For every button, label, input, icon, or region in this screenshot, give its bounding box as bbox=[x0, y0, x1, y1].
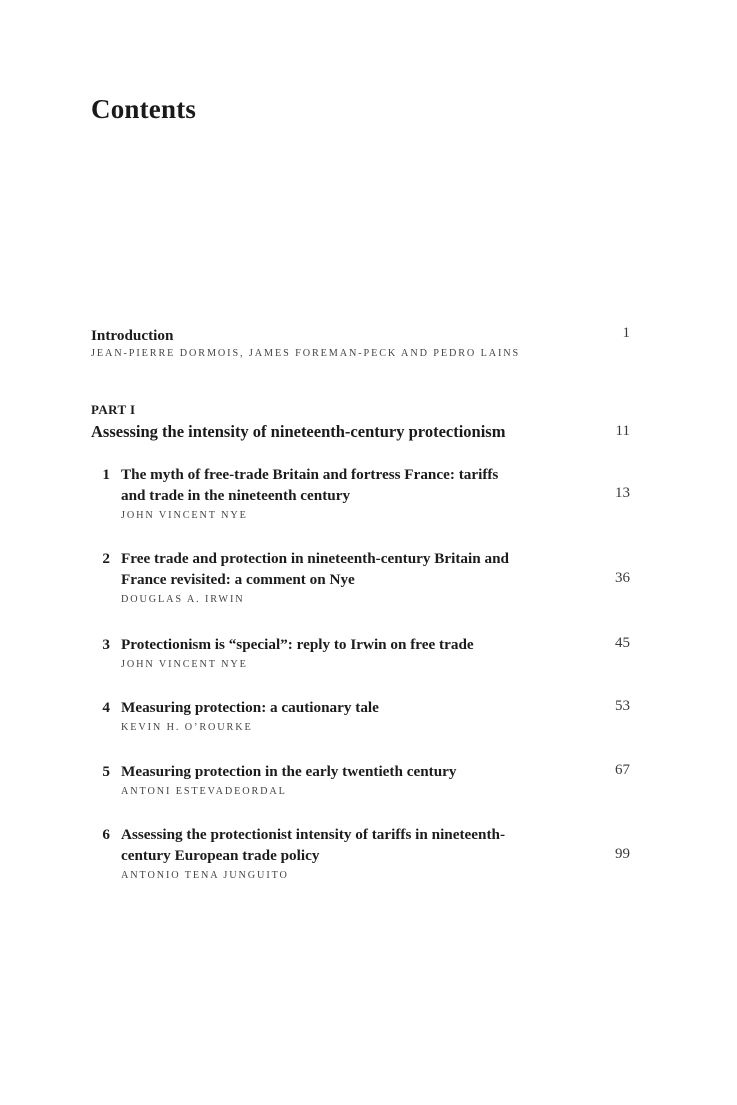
chapter-page-number: 53 bbox=[615, 698, 630, 714]
chapter-page-number: 67 bbox=[615, 762, 630, 778]
chapter-page-number: 99 bbox=[615, 846, 630, 862]
chapter-title-line: France revisited: a comment on Nye bbox=[121, 571, 355, 588]
part-page-number: 11 bbox=[615, 423, 630, 439]
chapter-body bbox=[121, 464, 581, 521]
chapter-author: KEVIN H. O’ROURKE bbox=[121, 722, 253, 733]
page-title: Contents bbox=[91, 94, 197, 124]
chapter-author: ANTONI ESTEVADEORDAL bbox=[121, 786, 287, 797]
chapter-number: 2 bbox=[102, 550, 110, 567]
chapter-title-line: Free trade and protection in nineteenth-century Britain and bbox=[121, 550, 509, 567]
chapter-number: 4 bbox=[102, 699, 110, 716]
chapter-page-number: 36 bbox=[615, 570, 630, 586]
chapter-author: ANTONIO TENA JUNGUITO bbox=[121, 870, 289, 881]
introduction-page-number: 1 bbox=[622, 325, 630, 341]
chapter-body bbox=[121, 824, 581, 881]
chapter-title-line: century European trade policy bbox=[121, 847, 320, 864]
chapter-body bbox=[121, 761, 581, 797]
chapter-title-line: Measuring protection in the early twentieth century bbox=[121, 763, 457, 780]
chapter-title-line: Protectionism is “special”: reply to Irwin on free trade bbox=[121, 636, 474, 653]
chapter-number: 1 bbox=[102, 466, 110, 483]
chapter-author: DOUGLAS A. IRWIN bbox=[121, 594, 245, 605]
introduction-block bbox=[91, 325, 520, 359]
chapter-number: 5 bbox=[102, 763, 110, 780]
chapter-body bbox=[121, 634, 581, 670]
chapter-author: JOHN VINCENT NYE bbox=[121, 659, 248, 670]
chapter-body bbox=[121, 697, 581, 733]
chapter-page-number: 13 bbox=[615, 485, 630, 501]
chapter-title-line: Assessing the protectionist intensity of tariffs in nineteenth- bbox=[121, 826, 506, 843]
chapter-author: JOHN VINCENT NYE bbox=[121, 510, 248, 521]
chapter-body bbox=[121, 548, 581, 605]
chapter-number: 6 bbox=[102, 826, 110, 843]
chapter-title-line: Measuring protection: a cautionary tale bbox=[121, 699, 379, 716]
chapter-title-line: and trade in the nineteenth century bbox=[121, 487, 351, 504]
part-label: PART I bbox=[91, 402, 136, 417]
chapter-number: 3 bbox=[102, 636, 110, 653]
introduction-authors: JEAN-PIERRE DORMOIS, JAMES FOREMAN-PECK AND PEDRO LAINS bbox=[91, 348, 521, 359]
chapter-title-line: The myth of free-trade Britain and fortress France: tariffs bbox=[121, 466, 499, 483]
introduction-title: Introduction bbox=[91, 327, 174, 344]
chapter-page-number: 45 bbox=[615, 635, 630, 651]
part-title: Assessing the intensity of nineteenth-century protectionism bbox=[91, 422, 506, 441]
